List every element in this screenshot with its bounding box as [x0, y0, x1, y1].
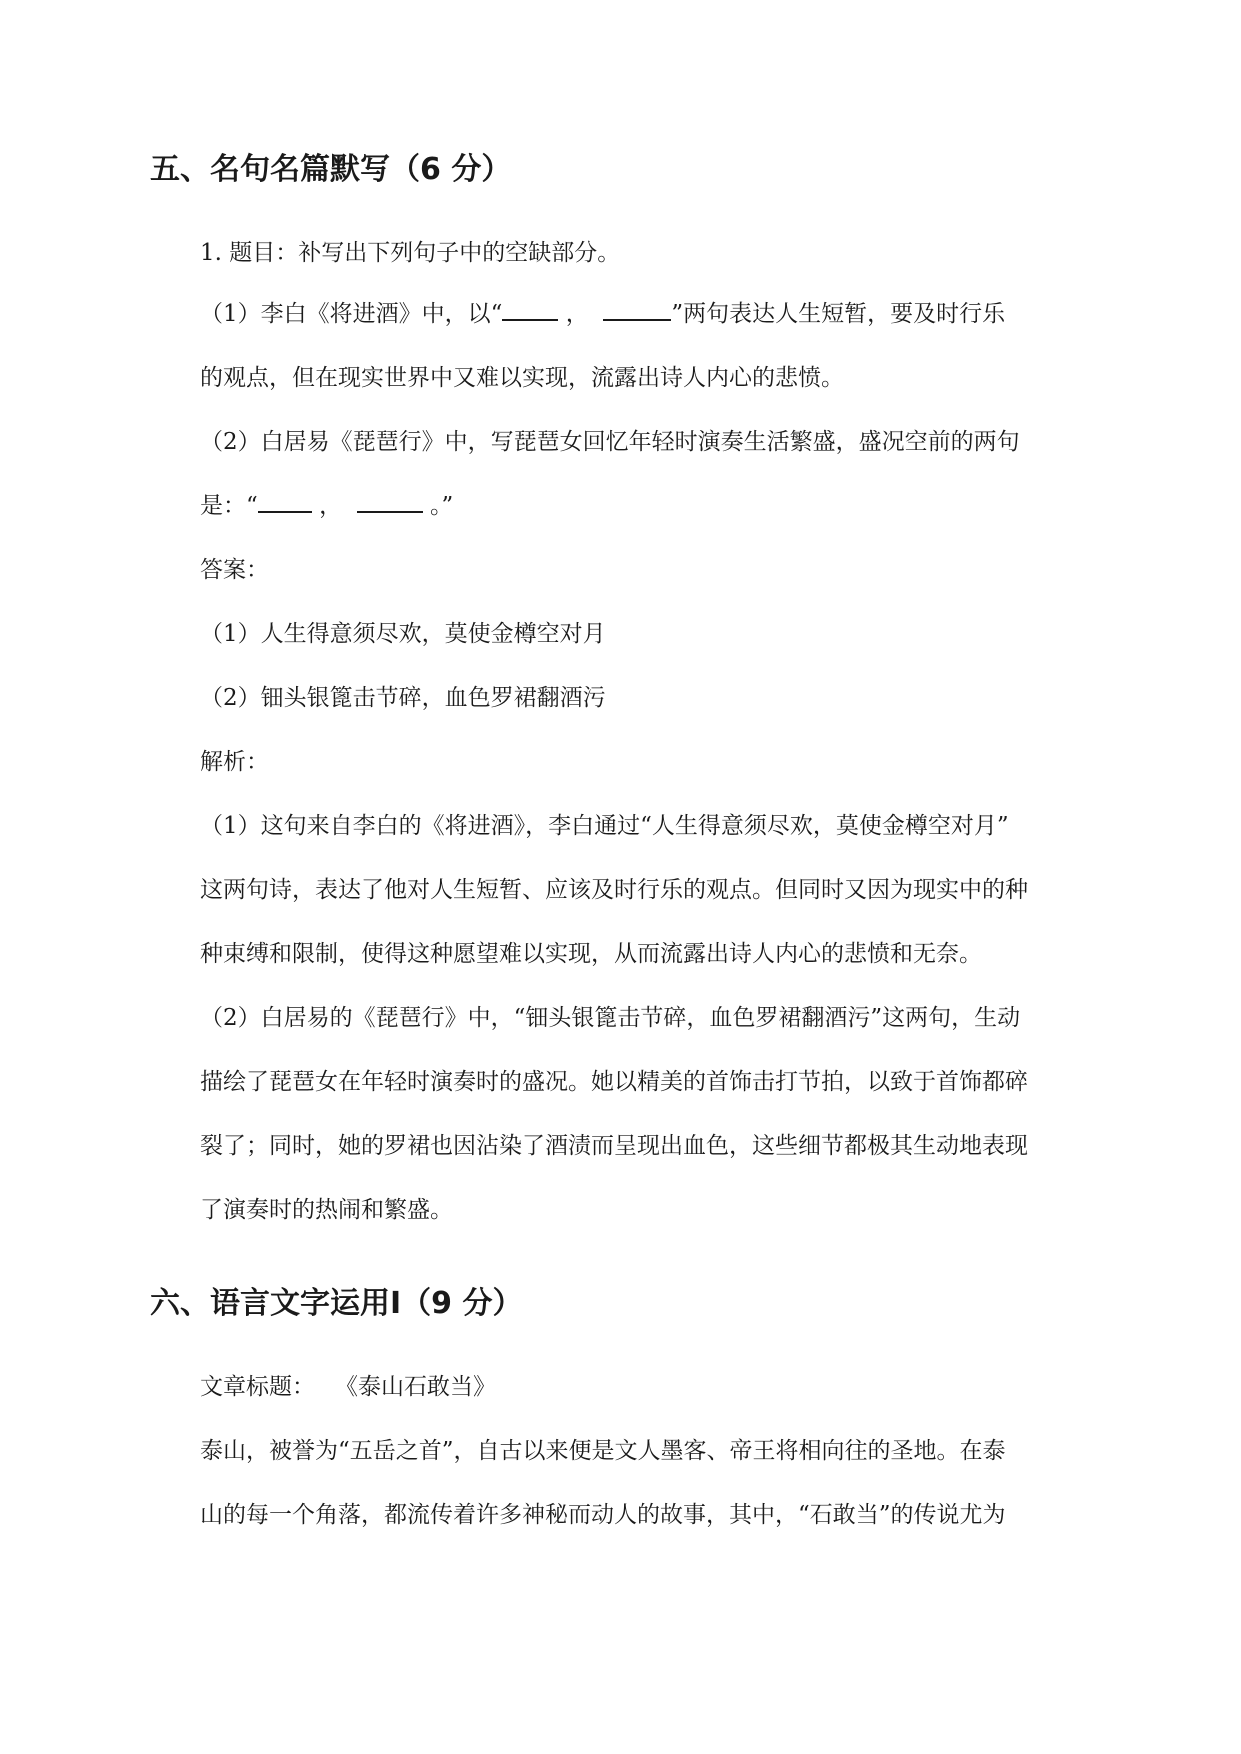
question-1-1-line-1 [200, 297, 1005, 331]
answer-blank [357, 491, 423, 513]
analysis-1-line: 种束缚和限制，使得这种愿望难以实现，从而流露出诗人内心的悲愤和无奈。 [200, 941, 982, 967]
answer-label: 答案： [200, 557, 269, 583]
article-title: 《泰山石敢当》 [335, 1374, 496, 1400]
analysis-2-line: 裂了；同时，她的罗裙也因沾染了酒渍而呈现出血色，这些细节都极其生动地表现 [200, 1133, 1028, 1159]
article-body-line: 山的每一个角落，都流传着许多神秘而动人的故事，其中，“石敢当”的传说尤为 [200, 1502, 1006, 1528]
question-1-2-line-1: （2）白居易《琵琶行》中，写琵琶女回忆年轻时演奏生活繁盛，盛况空前的两句 [200, 429, 1020, 455]
analysis-label: 解析： [200, 749, 269, 775]
analysis-2-line: 描绘了琵琶女在年轻时演奏时的盛况。她以精美的首饰击打节拍，以致于首饰都碎 [200, 1069, 1028, 1095]
question-1-2-text-end: 。” [422, 493, 454, 519]
article-body-line: 泰山，被誉为“五岳之首”，自古以来便是文人墨客、帝王将相向往的圣地。在泰 [200, 1438, 1006, 1464]
section-5-heading: 五、名句名篇默写（6 分） [150, 152, 512, 187]
analysis-2-line: （2）白居易的《琵琶行》中，“钿头银篦击节碎，血色罗裙翻酒污”这两句，生动 [200, 1005, 1021, 1031]
question-1-prompt: 1. 题目：补写出下列句子中的空缺部分。 [200, 240, 621, 266]
analysis-2-line: 了演奏时的热闹和繁盛。 [200, 1197, 453, 1223]
article-title-line [200, 1370, 496, 1404]
answer-blank [603, 299, 671, 321]
question-1-2-text-start: 是：“ [200, 493, 258, 519]
answer-blank [502, 299, 558, 321]
question-1-1-line-2: 的观点，但在现实世界中又难以实现，流露出诗人内心的悲愤。 [200, 365, 844, 391]
analysis-1-line: （1）这句来自李白的《将进酒》，李白通过“人生得意须尽欢，莫使金樽空对月” [200, 813, 1009, 839]
article-title-label: 文章标题： [200, 1374, 315, 1400]
question-1-2-separator: ， [311, 493, 357, 519]
answer-blank [258, 491, 312, 513]
analysis-1-line: 这两句诗，表达了他对人生短暂、应该及时行乐的观点。但同时又因为现实中的种 [200, 877, 1028, 903]
section-6-heading: 六、语言文字运用Ⅰ（9 分） [150, 1286, 523, 1321]
answer-1: （1）人生得意须尽欢，莫使金樽空对月 [200, 621, 606, 647]
question-1-1-text-start: （1）李白《将进酒》中，以“ [200, 301, 503, 327]
question-1-1-separator: ， [558, 301, 604, 327]
question-1-1-text-end: ”两句表达人生短暂，要及时行乐 [671, 301, 1006, 327]
answer-2: （2）钿头银篦击节碎，血色罗裙翻酒污 [200, 685, 606, 711]
question-1-2-line-2 [200, 489, 453, 523]
